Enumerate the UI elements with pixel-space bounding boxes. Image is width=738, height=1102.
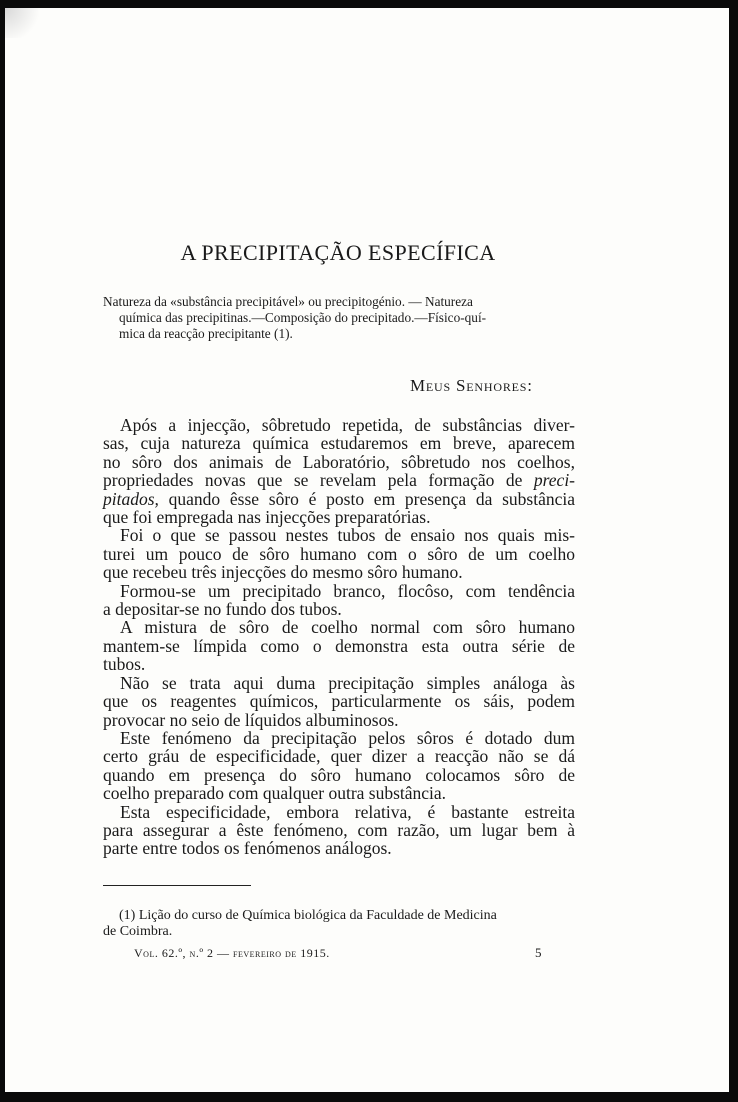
salutation: Meus Senhores: bbox=[410, 376, 533, 395]
scan-border-left bbox=[0, 0, 5, 1102]
italic-term: preci- bbox=[533, 470, 576, 491]
body-line: Após a injecção, sôbretudo repetida, de substâncias diver- bbox=[120, 415, 575, 435]
body-line: A mistura de sôro de coelho normal com sôro humano bbox=[120, 617, 575, 638]
body-text bbox=[103, 416, 575, 858]
body-line: parte entre todos os fenómenos análogos. bbox=[103, 838, 392, 859]
body-line: Este fenómeno da precipitação pelos sôros é dotado dum bbox=[120, 727, 575, 748]
footnote-line: de Coimbra. bbox=[103, 924, 173, 939]
body-line: quando em presença do sôro humano colocamos sôro de bbox=[103, 764, 575, 785]
scan-border-top bbox=[0, 0, 738, 8]
journal-signature: Vol. 62.º, n.º 2 — fevereiro de 1915. bbox=[134, 946, 330, 960]
body-line: Formou-se um precipitado branco, flocôso, com tendência bbox=[120, 580, 575, 601]
body-line: para assegurar a êste fenómeno, com razão, um lugar bem à bbox=[103, 819, 575, 840]
body-line-part: propriedades novas que se revelam pela formação de bbox=[103, 470, 523, 491]
body-line: turei um pouco de sôro humano com o sôro de um coelho bbox=[103, 543, 575, 564]
footnote-line: (1) Lição do curso de Química biológica da Faculdade de Medicina bbox=[119, 908, 497, 923]
body-line-part: quando êsse sôro é posto em presença da substância bbox=[168, 488, 575, 509]
footnote bbox=[103, 908, 587, 940]
article-title: A PRECIPITAÇÃO ESPECÍFICA bbox=[180, 240, 496, 265]
body-line: mantem-se límpida como o demonstra esta outra série de bbox=[103, 635, 575, 656]
body-line: Foi o que se passou nestes tubos de ensaio nos quais mis- bbox=[120, 525, 575, 546]
body-line: Esta especificidade, embora relativa, é bastante estreita bbox=[120, 801, 575, 822]
scan-border-right bbox=[729, 0, 738, 1102]
body-line: certo gráu de especificidade, quer dizer a reacção não se dá bbox=[103, 746, 575, 767]
body-line: que recebeu três injecções do mesmo sôro humano. bbox=[103, 562, 463, 583]
italic-term: pitados, bbox=[103, 488, 159, 509]
body-line: tubos. bbox=[103, 654, 146, 675]
page-number: 5 bbox=[535, 945, 542, 960]
scan-border-bottom bbox=[0, 1092, 738, 1102]
body-line: sas, cuja natureza química estudaremos em breve, aparecem bbox=[103, 433, 575, 454]
body-line: provocar no seio de líquidos albuminosos. bbox=[103, 709, 399, 730]
summary-line: mica da reacção precipitante (1). bbox=[119, 326, 293, 341]
body-line: que os reagentes químicos, particularmente os sáis, podem bbox=[103, 691, 575, 712]
body-line: que foi empregada nas injecções preparatórias. bbox=[103, 507, 431, 528]
body-line: a depositar-se no fundo dos tubos. bbox=[103, 599, 342, 620]
summary-line: Natureza da «substância precipitável» ou precipitogénio. — Natureza bbox=[103, 294, 473, 309]
body-line: no sôro dos animais de Laboratório, sôbretudo nos coelhos, bbox=[103, 451, 575, 472]
summary-line: química das precipitinas.—Composição do precipitado.—Físico-quí- bbox=[119, 310, 487, 325]
body-line bbox=[103, 490, 575, 508]
chapter-summary bbox=[103, 294, 587, 342]
footnote-divider bbox=[103, 885, 251, 886]
body-line: Não se trata aqui duma precipitação simples análoga às bbox=[120, 672, 575, 693]
body-line: coelho preparado com qualquer outra substância. bbox=[103, 783, 447, 804]
scan-smudge bbox=[5, 8, 45, 38]
body-line bbox=[103, 471, 575, 489]
